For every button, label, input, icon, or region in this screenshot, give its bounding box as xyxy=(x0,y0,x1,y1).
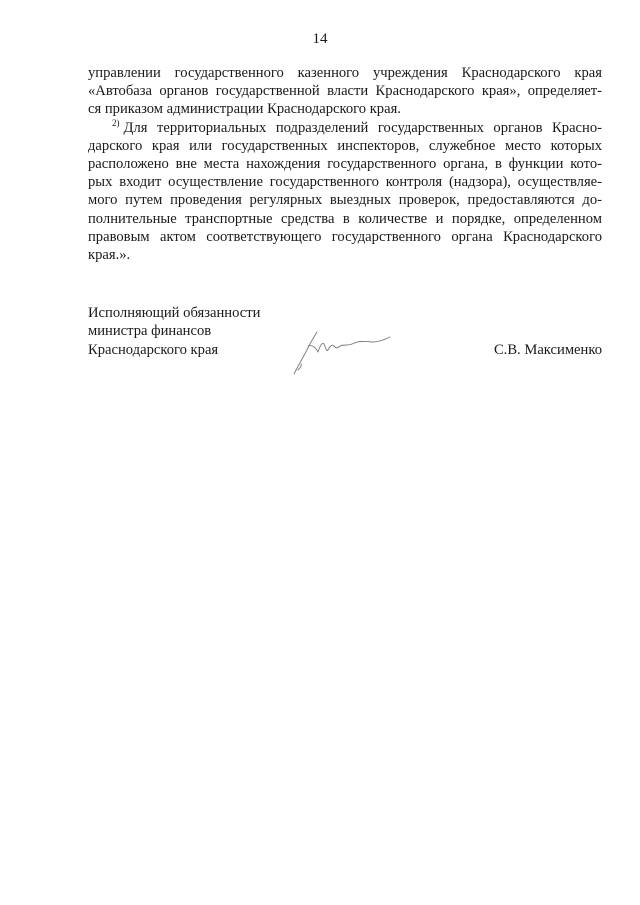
body-line: Для территориальных подразделений государственных органов Красно- xyxy=(123,119,602,136)
document-body xyxy=(88,64,602,264)
signatory-title-line: министра финансов xyxy=(88,323,212,340)
body-line: «Автобаза органов государственной власти Краснодарского края», определяет- xyxy=(88,83,602,100)
signatory-title-line: Исполняющий обязанности xyxy=(88,305,261,321)
body-line: рых входит осуществление государственного контроля (надзора), осуществляе- xyxy=(88,174,602,191)
signature-block xyxy=(88,304,602,364)
signatory-title-line: Краснодарского края xyxy=(88,341,219,358)
page-number: 14 xyxy=(312,31,328,47)
footnote-mark: 2) xyxy=(112,117,120,128)
body-line: расположено вне места нахождения государственного органа, в функции кото- xyxy=(88,155,602,172)
body-line: управлении государственного казенного учреждения Краснодарского края xyxy=(88,65,602,81)
body-line: мого путем проведения регулярных выездных проверок, предоставляются до- xyxy=(88,192,602,209)
body-line: полнительные транспортные средства в количестве и порядке, определенном xyxy=(88,210,602,227)
body-line: правовым актом соответствующего государственного органа Краснодарского xyxy=(88,228,602,245)
body-line: края.». xyxy=(88,246,131,263)
handwritten-signature xyxy=(286,322,396,378)
body-line: ся приказом администрации Краснодарского края. xyxy=(88,101,401,118)
signatory-name: С.В. Максименко xyxy=(493,341,602,358)
body-paragraph-start xyxy=(88,119,602,137)
body-line: дарского края или государственных инспекторов, служебное место которых xyxy=(88,137,602,154)
